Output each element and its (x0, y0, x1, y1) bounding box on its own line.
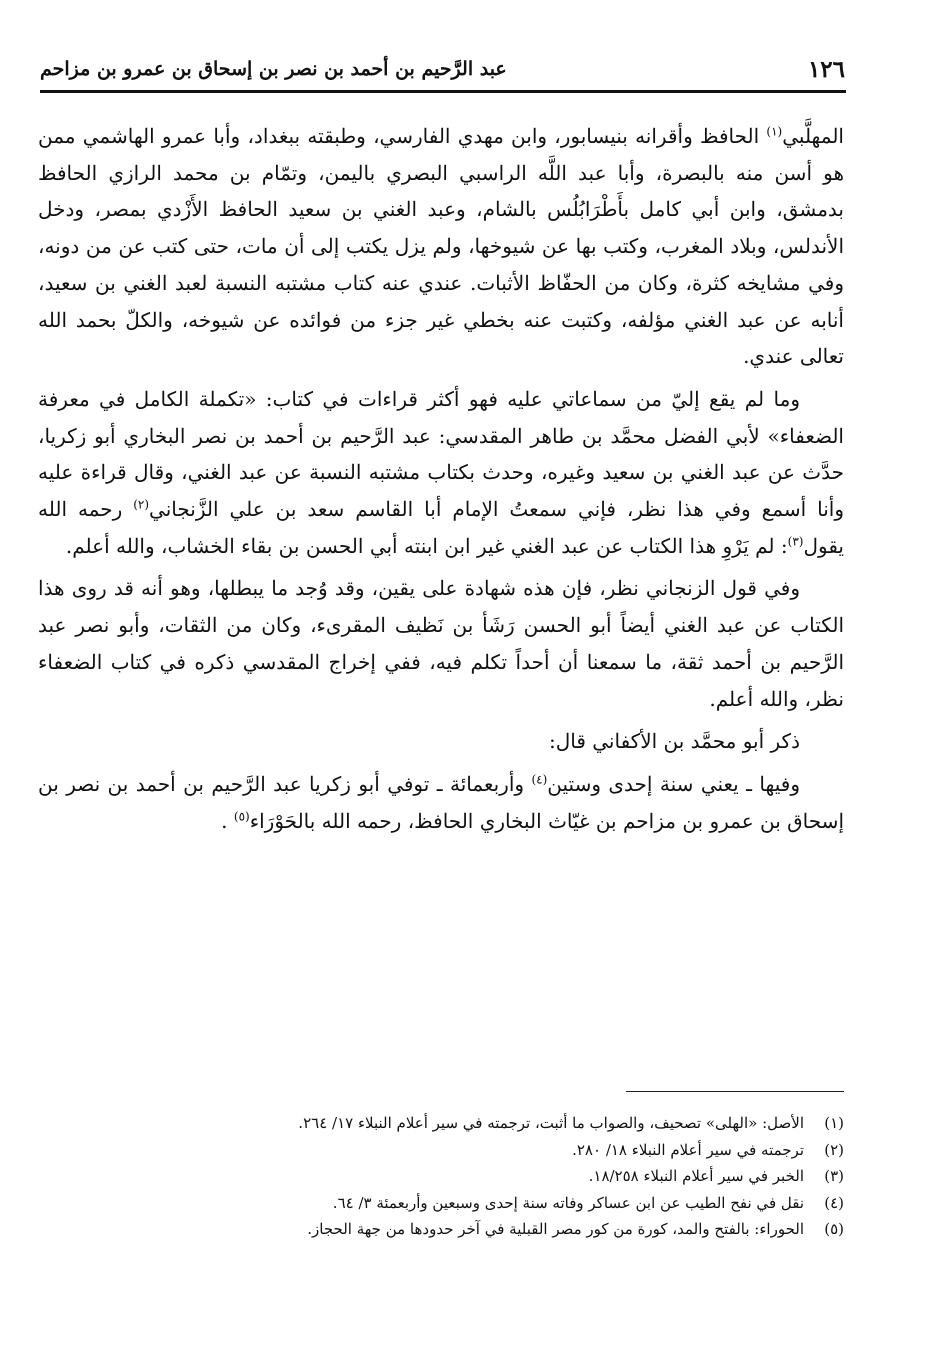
paragraph-3 (38, 570, 844, 717)
footnote-ref: (٣) (787, 534, 804, 549)
footnote-text: نقل في نفح الطيب عن ابن عساكر وفاته سنة إحدى وسبعين وأربعمئة ٣/ ٦٤. (332, 1193, 804, 1212)
paragraph-text: وما لم يقع إليّ من سماعاتي عليه فهو أكثر قراءات في كتاب: «تكملة الكامل في معرفة الضعفاء» لأبي الفضل محمَّد بن طاهر المقدسي: عبد الرَّحيم بن أحمد بن نصر البخاري أبو زكريا، حدَّث عن عبد الغني بن سعيد وغيره، وحدث بكتاب مشتبه النسبة عن عبد الغني، وقال قراءة عليه وأنا أسمع وفي هذا نظر، فإني سمعتُ الإمام أبا القاسم سعد بن علي الزَّنجاني (38, 386, 844, 522)
footnote-text: الخبر في سير أعلام النبلاء ١٨/٢٥٨. (588, 1167, 804, 1185)
footnote-text: الحوراء: بالفتح والمد، كورة من كور مصر القبلية في آخر حدودها من جهة الحجاز. (307, 1220, 804, 1238)
footnote-3 (184, 1163, 844, 1190)
paragraph-text: وأربعمائة ـ توفي أبو زكريا عبد الرَّحيم بن أحمد بن نصر بن إسحاق بن عمرو بن مزاحم بن غيّاث البخاري الحافظ، رحمه الله بالحَوْرَاء (38, 771, 844, 833)
paragraph-text: رحمه الله يقول (38, 497, 844, 558)
footnote-number: (٤) (824, 1193, 844, 1212)
paragraph-text: ذكر أبو محمَّد بن الأكفاني قال: (548, 729, 800, 754)
footnote-ref: (٤) (531, 772, 548, 787)
footnote-text: ترجمته في سير أعلام النبلاء ١٨/ ٢٨٠. (572, 1140, 804, 1159)
paragraph-text: . (221, 808, 234, 833)
paragraph-text: : لم يَرْوِ هذا الكتاب عن عبد الغني غير ابن ابنته أبي الحسن بن بقاء الخشاب، والله أعلم. (65, 533, 788, 558)
header-rule (40, 90, 846, 93)
paragraph-text: الحافظ وأقرانه بنيسابور، وابن مهدي الفارسي، وطبقته ببغداد، وأبا عمرو الهاشمي ممن هو أسن منه بالبصرة، وأبا عبد اللَّه الراسبي البصري باليمن، وتمّام بن محمد الرازي الحافظ بدمشق، وابن أبي كامل بأَطْرَابُلُس بالشام، وعبد الغني بن سعيد الحافظ الأَزْدي بمصر، ودخل الأندلس، وبلاد المغرب، وكتب بها عن شيوخها، ولم يزل يكتب إلى أن مات، حتى كتب عن من دونه، وفي مشايخه كثرة، وكان من الحفّاظ الأثبات. عندي عنه كتاب مشتبه النسبة لعبد الغني بن سعيد، أنابه عن عبد الغني مؤلفه، وكتبت عنه بخطي غير جزء من فوائده عن شيوخه، والكلّ بحمد الله تعالى عندي. (38, 124, 845, 369)
footnote-ref: (١) (766, 124, 783, 139)
footnote-number: (١) (824, 1114, 844, 1132)
paragraph-1 (38, 118, 844, 375)
paragraph-2 (38, 381, 844, 565)
footnote-2 (184, 1137, 844, 1164)
paragraph-4 (38, 723, 844, 760)
paragraph-text: وفيها ـ يعني سنة إحدى وستين (547, 771, 800, 796)
footnote-number: (٥) (824, 1220, 844, 1238)
paragraph-5 (38, 766, 844, 839)
footnotes (184, 1110, 844, 1243)
footnote-number: (٣) (824, 1167, 844, 1185)
footnote-5 (184, 1216, 844, 1243)
page-header (40, 52, 845, 90)
footnote-ref: (٥) (233, 809, 250, 823)
footnote-ref: (٢) (133, 497, 150, 512)
footnote-1 (184, 1110, 844, 1137)
footnote-separator (626, 1091, 844, 1092)
paragraph-text: وفي قول الزنجاني نظر، فإن هذه شهادة على يقين، وقد وُجد ما يبطلها، وهو أنه قد روى هذا الكتاب عن عبد الغني أيضاً أبو الحسن رَشَأ بن نَظيف المقرىء، وكان من الثقات، وأبو نصر عبد الرَّحيم بن أحمد ثقة، ما سمعنا أن أحداً تكلم فيه، ففي إخراج المقدسي ذكره في كتاب الضعفاء نظر، والله أعلم. (38, 576, 844, 711)
footnote-4 (184, 1190, 844, 1217)
running-title: عبد الرَّحيم بن أحمد بن نصر بن إسحاق بن عمرو بن مزاحم (40, 58, 507, 80)
page-number: ١٢٦ (807, 56, 845, 83)
footnote-number: (٢) (824, 1140, 844, 1159)
footnote-text: الأصل: «الهلى» تصحيف، والصواب ما أثبت، ترجمته في سير أعلام النبلاء ١٧/ ٢٦٤. (298, 1114, 804, 1132)
paragraph-text: المهلَّبي (782, 124, 844, 148)
main-text (38, 118, 844, 845)
